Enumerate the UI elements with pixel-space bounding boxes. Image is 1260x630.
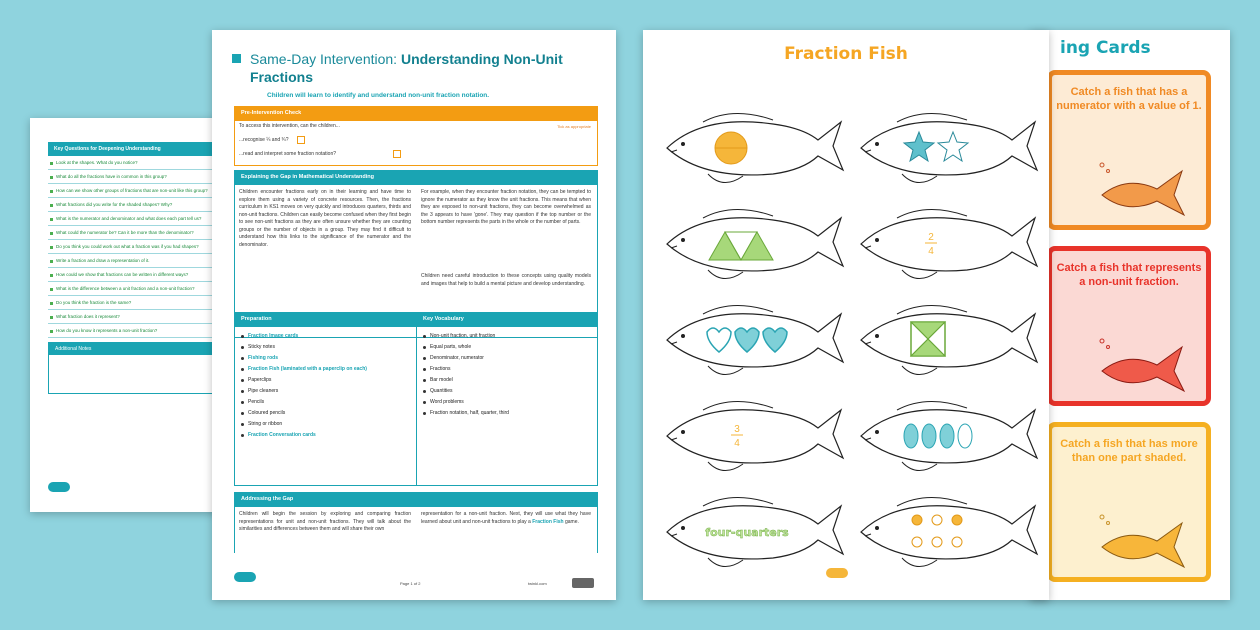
fish-card[interactable] (861, 401, 1037, 470)
list-item: How do you know it represents a non-unit fraction? (48, 324, 224, 338)
pre-check-item: ...recognise ¼ and ¾? (239, 137, 289, 143)
fish-card[interactable] (667, 209, 843, 278)
pre-check-header: Pre-Intervention Check (235, 107, 597, 121)
page-subtitle: Children will learn to identify and understand non-unit fraction notation. (267, 92, 490, 99)
red-fish-icon (1082, 333, 1192, 393)
explaining-col2b: Children need careful introduction to these concepts using quality models and images that help to build a mental picture and develop understanding. (421, 273, 591, 287)
addressing-col1: Children will begin the session by exploring and comparing fraction representations for unit and non-unit fractions. They will talk about the similarities and differences between them and will share their own (239, 511, 411, 532)
fish-card[interactable] (667, 113, 843, 182)
vocabulary-item: Fractions (421, 363, 593, 374)
key-questions-header: Key Questions for Deepening Understanding (48, 142, 224, 156)
cards-title: ing Cards (1060, 38, 1151, 58)
addressing-box (234, 492, 598, 553)
card-text: Catch a fish that has a numerator with a value of 1. (1056, 86, 1202, 112)
vocabulary-item: Equal parts, whole (421, 341, 593, 352)
fish-card[interactable] (667, 401, 843, 470)
tick-box[interactable] (297, 136, 305, 144)
key-questions-list (48, 156, 224, 338)
explaining-col2: For example, when they encounter fraction notation, they can be tempted to ignore the numerator as they know the unit fractions. This means that when they are exposed to non-unit fractions, they can become overwhelmed as the 3 appears to have 'gone'. They may question if the top number or the bottom number represents the parts in the whole or the number of parts. (421, 189, 591, 225)
list-item: What fraction does it represent? (48, 310, 224, 324)
list-item: What could the numerator be? Can it be more than the denominator? (48, 226, 224, 240)
twinkl-logo (48, 482, 70, 492)
preparation-item: Sticky notes (239, 341, 412, 352)
explaining-header: Explaining the Gap in Mathematical Understanding (235, 171, 597, 185)
fraction-fish-sheet (643, 30, 1049, 600)
addressing-col2 (421, 511, 591, 526)
title-main: Understanding Non-Unit Fractions (250, 51, 563, 85)
addressing-text: representation for a non-unit fraction. Next, they will use what they have learned about unit and non-unit fractions to play a (421, 511, 591, 525)
preparation-item: Pencils (239, 396, 412, 407)
page-title (250, 50, 600, 86)
preparation-item[interactable]: Fraction Conversation cards (239, 429, 412, 440)
fraction-words: four-quarters (705, 526, 789, 539)
fishing-card (1047, 246, 1211, 406)
pre-check-item: ...read and interpret some fraction notation? (239, 151, 337, 157)
list-item: Write a fraction and draw a representation of it. (48, 254, 224, 268)
vocabulary-item: Word problems (421, 396, 593, 407)
goldfish-icon (1082, 157, 1192, 217)
preparation-item[interactable]: Fraction Fish (laminated with a paperclip on each) (239, 363, 412, 374)
twinkl-logo (826, 568, 848, 578)
preparation-item: Paperclips (239, 374, 412, 385)
vocabulary-column (417, 313, 597, 485)
card-text: Catch a fish that represents a non-unit fraction. (1056, 262, 1202, 288)
vocabulary-item: Denominator, numerator (421, 352, 593, 363)
additional-notes-box (48, 342, 224, 394)
fraction-denominator: 4 (928, 246, 934, 257)
page-number: Page 1 of 2 (400, 581, 421, 586)
fish-drawing (1100, 339, 1184, 391)
fish-card[interactable] (667, 305, 843, 374)
preparation-item: Coloured pencils (239, 407, 412, 418)
list-item: How could we show that fractions can be written in different ways? (48, 268, 224, 282)
intervention-plan-sheet (212, 30, 616, 600)
fishing-cards-sheet (1030, 30, 1230, 600)
tick-note: Tick as appropriate (557, 124, 591, 129)
pre-check-intro: To access this intervention, can the children... (239, 123, 340, 129)
preparation-item[interactable]: Fishing rods (239, 352, 412, 363)
fish-drawing (1100, 515, 1184, 567)
vocabulary-header: Key Vocabulary (417, 313, 597, 327)
list-item: What is the numerator and denominator and what does each part tell us? (48, 212, 224, 226)
fraction-fish-link[interactable]: Fraction Fish (532, 518, 564, 525)
list-item: Do you think you could work out what a fraction was if you had shapes? (48, 240, 224, 254)
addressing-text-end: game. (563, 518, 579, 525)
list-item: How can we show other groups of fractions that are non-unit like this group? (48, 184, 224, 198)
vocabulary-item: Non-unit fraction, unit fraction (421, 330, 593, 341)
additional-notes-header: Additional Notes (49, 343, 223, 355)
preparation-list (235, 327, 416, 443)
prep-vocab-box (234, 312, 598, 486)
fraction-numerator: 3 (734, 424, 740, 435)
vocabulary-item: Fraction notation, half, quarter, third (421, 407, 593, 418)
addressing-header: Addressing the Gap (235, 493, 597, 507)
site-url: twinkl.com (528, 581, 547, 586)
preparation-column (235, 313, 417, 485)
explaining-col1: Children encounter fractions early on in their learning and have time to explore them using a variety of concrete resources. Then, the fractions curriculum in KS1 moves on very quickly and introduces quarters, thirds and non-unit fractions. Children can easily become confused when they first begin to see non-unit fractions as they are often unsure whether they are counting groups or the number of objects in a group. They may find it difficult to understand how this links to the significance of the numerator and the denominator. (239, 189, 411, 248)
fish-drawing (1100, 163, 1184, 215)
fraction-denominator: 4 (734, 438, 740, 449)
key-questions-sheet (30, 118, 230, 512)
title-prefix: Same-Day Intervention: (250, 51, 401, 67)
pre-check-box (234, 106, 598, 166)
list-item: What fractions did you write for the shaded shapes? Why? (48, 198, 224, 212)
fish-card[interactable] (861, 113, 1037, 182)
fish-card[interactable] (861, 305, 1037, 374)
vocabulary-item: Quantities (421, 385, 593, 396)
tick-box[interactable] (393, 150, 401, 158)
fraction-numerator: 2 (928, 232, 934, 243)
fish-card[interactable] (861, 497, 1037, 566)
fishing-card (1047, 422, 1211, 582)
list-item: Look at the shapes. What do you notice? (48, 156, 224, 170)
title-bullet-icon (232, 54, 241, 63)
fish-card[interactable] (667, 497, 843, 566)
fish-sheet-title: Fraction Fish (784, 44, 908, 64)
badge-icon (572, 578, 594, 588)
list-item: Do you think the fraction is the same? (48, 296, 224, 310)
card-text: Catch a fish that has more than one part shaded. (1060, 438, 1198, 464)
preparation-item: String or ribbon (239, 418, 412, 429)
list-item: What is the difference between a unit fraction and a non-unit fraction? (48, 282, 224, 296)
list-item: What do all the fractions have in common in this group? (48, 170, 224, 184)
preparation-item: Pipe cleaners (239, 385, 412, 396)
fishing-card (1047, 70, 1211, 230)
twinkl-logo (234, 572, 256, 582)
fish-card[interactable] (861, 209, 1037, 278)
vocabulary-item: Bar model (421, 374, 593, 385)
yellow-fish-icon (1082, 509, 1192, 569)
fish-grid (643, 30, 1049, 600)
preparation-header: Preparation (235, 313, 416, 327)
preparation-item[interactable]: Fraction Image cards (239, 330, 412, 341)
vocabulary-list (417, 327, 597, 421)
